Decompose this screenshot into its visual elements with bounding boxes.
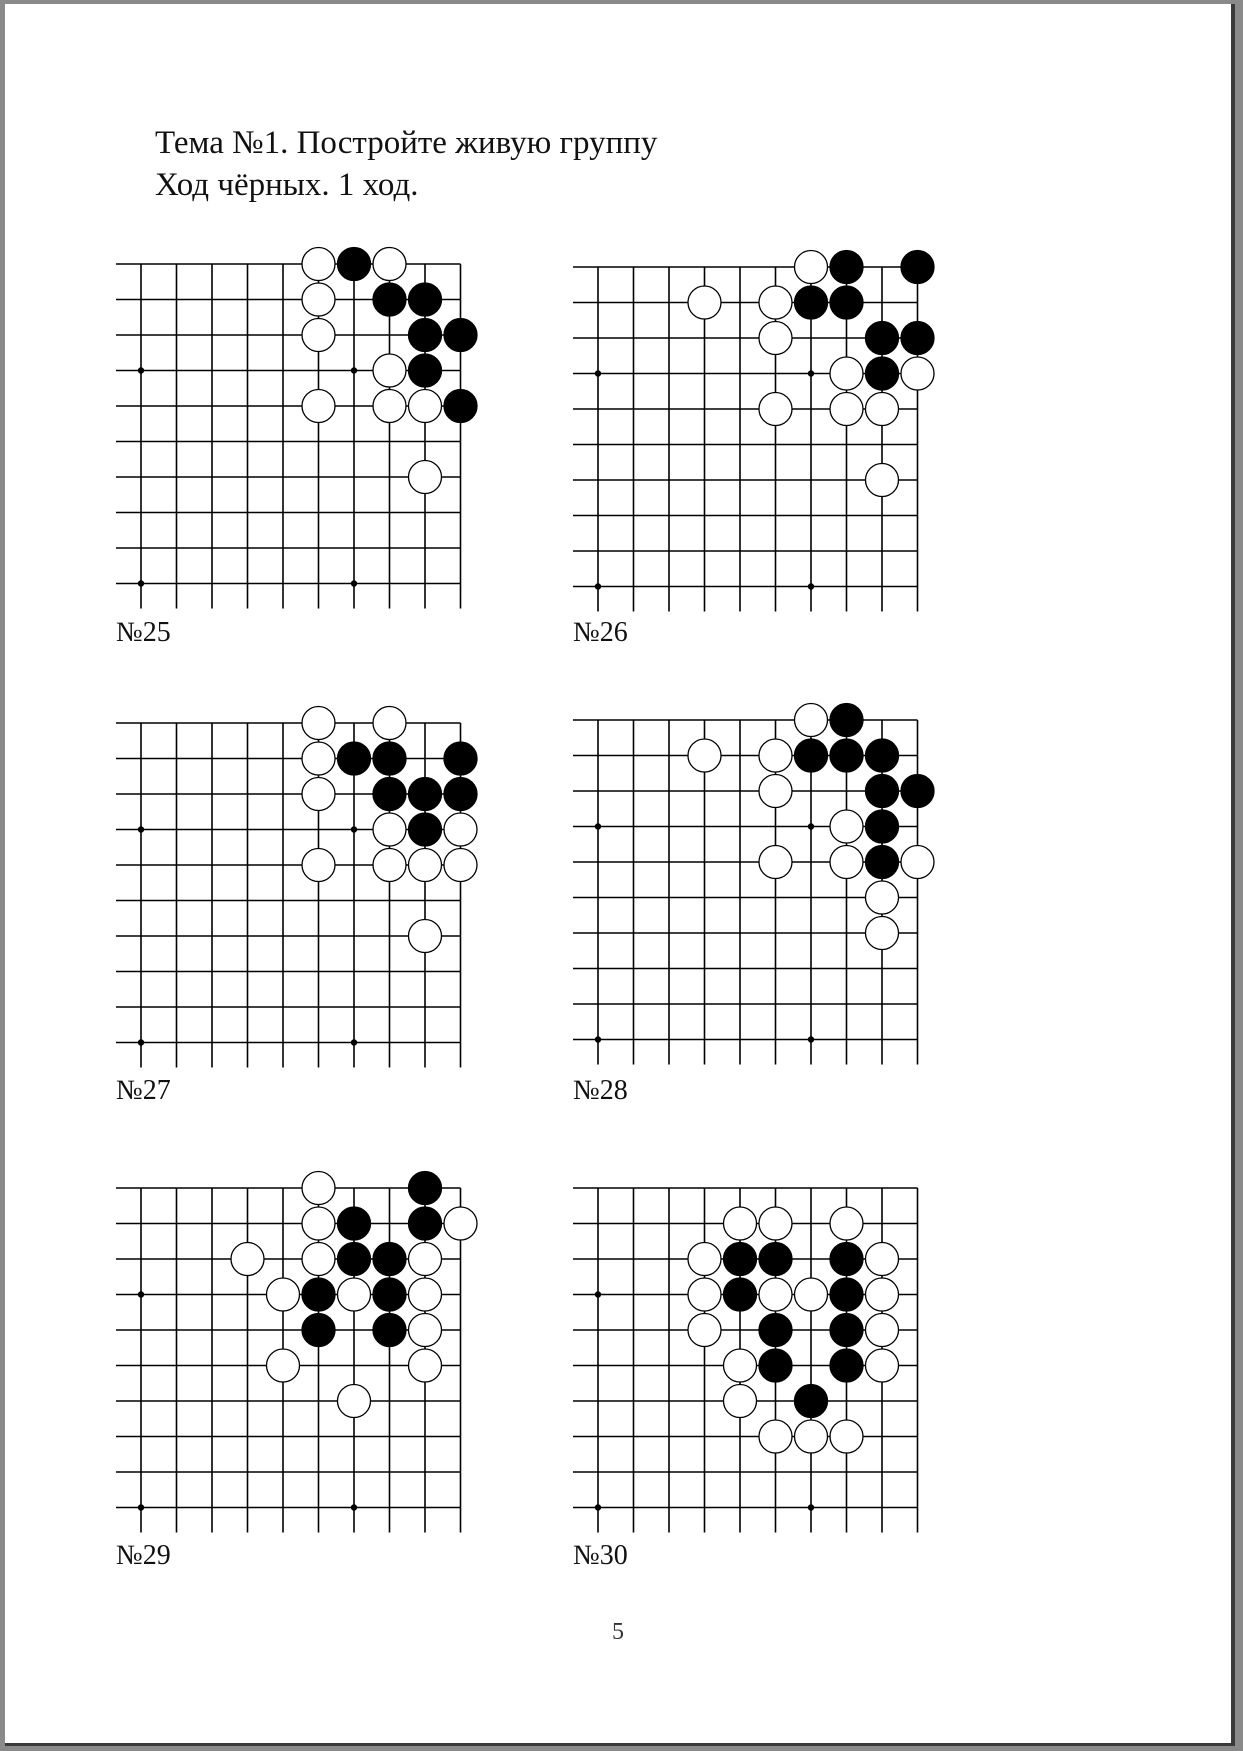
white-stone xyxy=(444,813,477,846)
white-stone xyxy=(795,251,828,284)
white-stone xyxy=(795,1278,828,1311)
black-stone xyxy=(830,1314,863,1347)
star-point xyxy=(138,1504,144,1510)
black-stone xyxy=(830,1278,863,1311)
star-point xyxy=(808,370,814,376)
black-stone xyxy=(866,846,899,879)
white-stone xyxy=(759,393,792,426)
black-stone xyxy=(830,286,863,319)
white-stone xyxy=(302,707,335,740)
star-point xyxy=(138,367,144,373)
white-stone xyxy=(373,849,406,882)
white-stone xyxy=(688,739,721,772)
black-stone xyxy=(338,248,371,281)
white-stone xyxy=(866,1278,899,1311)
white-stone xyxy=(373,813,406,846)
white-stone xyxy=(302,248,335,281)
white-stone xyxy=(688,1314,721,1347)
white-stone xyxy=(866,1314,899,1347)
star-point xyxy=(595,1036,601,1042)
white-stone xyxy=(302,742,335,775)
white-stone xyxy=(830,393,863,426)
white-stone xyxy=(409,1349,442,1382)
white-stone xyxy=(724,1207,757,1240)
problem-25 xyxy=(116,229,496,649)
black-stone xyxy=(373,1314,406,1347)
white-stone xyxy=(409,1243,442,1276)
white-stone xyxy=(302,390,335,423)
page-subtitle: Ход чёрных. 1 ход. xyxy=(155,167,419,203)
problem-label: №30 xyxy=(573,1540,628,1571)
black-stone xyxy=(724,1278,757,1311)
black-stone xyxy=(338,1207,371,1240)
black-stone xyxy=(759,1349,792,1382)
white-stone xyxy=(373,707,406,740)
white-stone xyxy=(444,1207,477,1240)
white-stone xyxy=(866,1243,899,1276)
white-stone xyxy=(795,1420,828,1453)
black-stone xyxy=(373,742,406,775)
white-stone xyxy=(409,461,442,494)
white-stone xyxy=(759,1207,792,1240)
heading xyxy=(155,122,657,206)
white-stone xyxy=(373,248,406,281)
white-stone xyxy=(409,849,442,882)
white-stone xyxy=(759,286,792,319)
black-stone xyxy=(409,1207,442,1240)
white-stone xyxy=(302,283,335,316)
white-stone xyxy=(830,357,863,390)
black-stone xyxy=(830,1349,863,1382)
black-stone xyxy=(866,739,899,772)
black-stone xyxy=(901,322,934,355)
star-point xyxy=(351,826,357,832)
white-stone xyxy=(866,393,899,426)
black-stone xyxy=(409,813,442,846)
white-stone xyxy=(373,390,406,423)
black-stone xyxy=(302,1314,335,1347)
problem-label: №26 xyxy=(573,617,628,648)
star-point xyxy=(808,583,814,589)
white-stone xyxy=(302,1207,335,1240)
star-point xyxy=(595,1504,601,1510)
white-stone xyxy=(267,1278,300,1311)
black-stone xyxy=(866,810,899,843)
white-stone xyxy=(830,1420,863,1453)
white-stone xyxy=(409,1278,442,1311)
white-stone xyxy=(759,775,792,808)
black-stone xyxy=(901,775,934,808)
white-stone xyxy=(901,846,934,879)
black-stone xyxy=(901,251,934,284)
black-stone xyxy=(759,1243,792,1276)
page-title: Тема №1. Постройте живую группу xyxy=(155,125,658,161)
white-stone xyxy=(302,849,335,882)
white-stone xyxy=(866,917,899,950)
black-stone xyxy=(830,704,863,737)
black-stone xyxy=(444,742,477,775)
problem-26 xyxy=(573,232,953,652)
white-stone xyxy=(444,849,477,882)
white-stone xyxy=(688,1243,721,1276)
star-point xyxy=(595,823,601,829)
black-stone xyxy=(759,1314,792,1347)
black-stone xyxy=(338,742,371,775)
black-stone xyxy=(373,283,406,316)
problem-29 xyxy=(116,1153,496,1573)
star-point xyxy=(808,1504,814,1510)
white-stone xyxy=(724,1385,757,1418)
white-stone xyxy=(267,1349,300,1382)
black-stone xyxy=(830,1243,863,1276)
white-stone xyxy=(759,1420,792,1453)
white-stone xyxy=(302,1172,335,1205)
white-stone xyxy=(830,846,863,879)
white-stone xyxy=(724,1349,757,1382)
go-board xyxy=(573,685,953,1065)
star-point xyxy=(351,367,357,373)
go-board xyxy=(116,688,496,1068)
black-stone xyxy=(373,1243,406,1276)
problem-27 xyxy=(116,688,496,1108)
white-stone xyxy=(409,920,442,953)
star-point xyxy=(595,370,601,376)
black-stone xyxy=(866,775,899,808)
black-stone xyxy=(444,778,477,811)
problem-30 xyxy=(573,1153,953,1573)
star-point xyxy=(351,1039,357,1045)
star-point xyxy=(808,1036,814,1042)
black-stone xyxy=(724,1243,757,1276)
black-stone xyxy=(409,1172,442,1205)
go-board xyxy=(573,232,953,612)
go-board xyxy=(116,229,496,609)
black-stone xyxy=(373,1278,406,1311)
black-stone xyxy=(444,319,477,352)
white-stone xyxy=(302,1243,335,1276)
black-stone xyxy=(866,322,899,355)
white-stone xyxy=(795,704,828,737)
white-stone xyxy=(759,739,792,772)
star-point xyxy=(138,580,144,586)
black-stone xyxy=(866,357,899,390)
star-point xyxy=(595,583,601,589)
star-point xyxy=(351,580,357,586)
white-stone xyxy=(830,810,863,843)
black-stone xyxy=(338,1243,371,1276)
white-stone xyxy=(866,464,899,497)
black-stone xyxy=(373,778,406,811)
page-number: 5 xyxy=(612,1619,624,1645)
page xyxy=(5,4,1235,1746)
white-stone xyxy=(866,881,899,914)
white-stone xyxy=(830,1207,863,1240)
white-stone xyxy=(338,1385,371,1418)
white-stone xyxy=(409,390,442,423)
white-stone xyxy=(373,354,406,387)
white-stone xyxy=(302,778,335,811)
white-stone xyxy=(231,1243,264,1276)
problem-label: №25 xyxy=(116,617,171,648)
star-point xyxy=(595,1291,601,1297)
problem-label: №27 xyxy=(116,1075,171,1106)
white-stone xyxy=(759,1278,792,1311)
white-stone xyxy=(901,357,934,390)
black-stone xyxy=(795,1385,828,1418)
problem-28 xyxy=(573,685,953,1105)
black-stone xyxy=(830,739,863,772)
star-point xyxy=(138,826,144,832)
problem-label: №28 xyxy=(573,1075,628,1106)
white-stone xyxy=(338,1278,371,1311)
star-point xyxy=(138,1291,144,1297)
black-stone xyxy=(409,778,442,811)
white-stone xyxy=(688,286,721,319)
black-stone xyxy=(795,739,828,772)
black-stone xyxy=(444,390,477,423)
problem-label: №29 xyxy=(116,1540,171,1571)
white-stone xyxy=(688,1278,721,1311)
star-point xyxy=(351,1504,357,1510)
black-stone xyxy=(409,283,442,316)
white-stone xyxy=(866,1349,899,1382)
black-stone xyxy=(409,354,442,387)
black-stone xyxy=(409,319,442,352)
go-board xyxy=(116,1153,496,1533)
black-stone xyxy=(830,251,863,284)
go-board xyxy=(573,1153,953,1533)
star-point xyxy=(808,823,814,829)
star-point xyxy=(138,1039,144,1045)
white-stone xyxy=(409,1314,442,1347)
white-stone xyxy=(759,322,792,355)
white-stone xyxy=(302,319,335,352)
black-stone xyxy=(302,1278,335,1311)
black-stone xyxy=(795,286,828,319)
white-stone xyxy=(759,846,792,879)
